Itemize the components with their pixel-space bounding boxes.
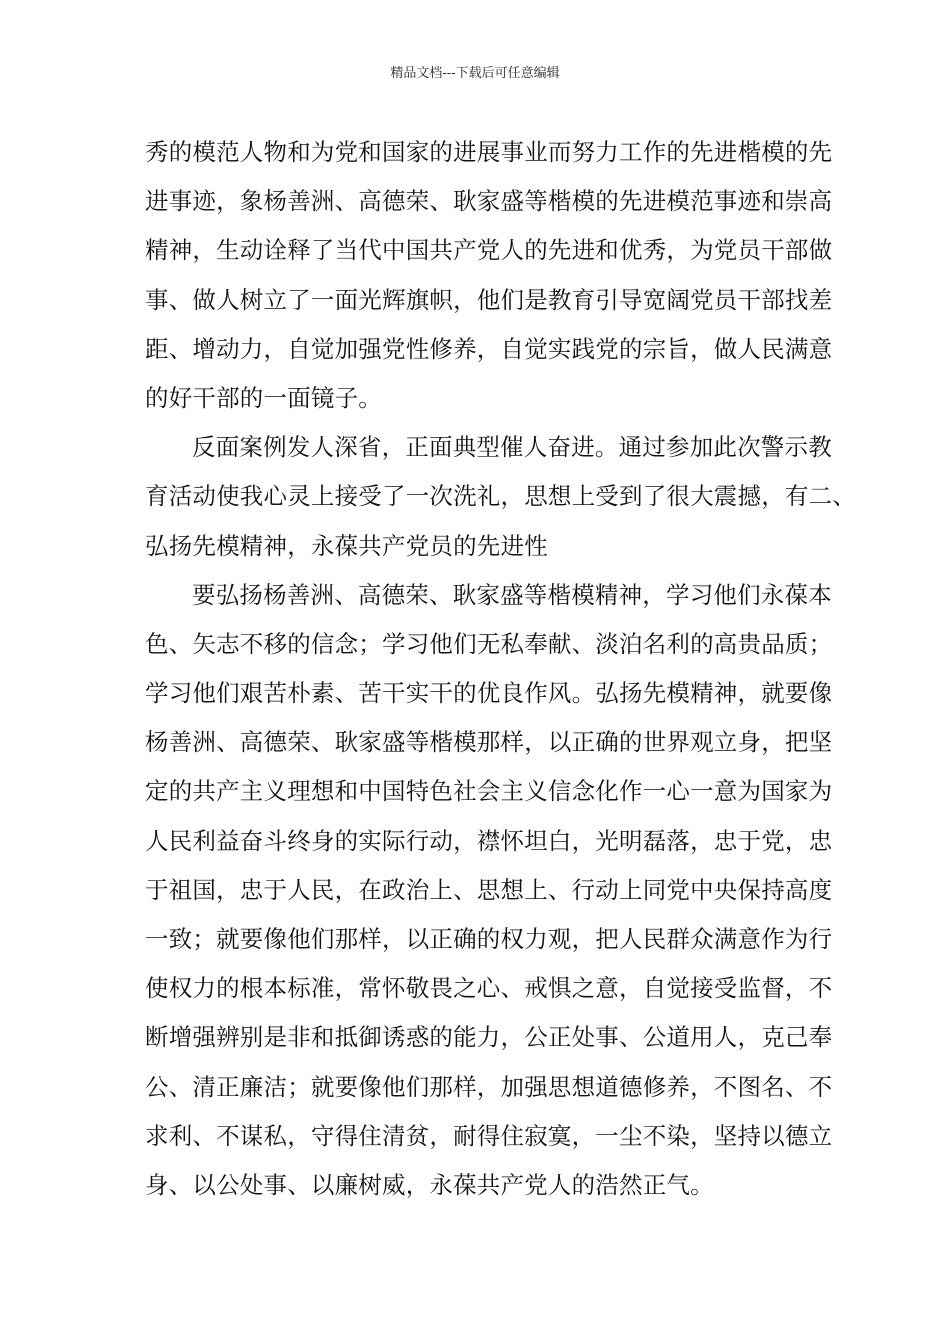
paragraph-line: 身、以公处事、以廉树威，永葆共产党人的浩然正气。 xyxy=(145,1170,714,1199)
paragraph-line: 色、矢志不移的信念；学习他们无私奉献、淡泊名利的高贵品质； xyxy=(145,629,833,658)
paragraph-line: 学习他们艰苦朴素、苦干实干的优良作风。弘扬先模精神，就要像 xyxy=(145,679,833,708)
paragraph-line: 人民利益奋斗终身的实际行动，襟怀坦白，光明磊落，忠于党，忠 xyxy=(145,826,833,855)
paragraph-3 xyxy=(145,571,833,1210)
paragraph-line: 求利、不谋私，守得住清贫，耐得住寂寞，一尘不染，坚持以德立 xyxy=(145,1121,833,1150)
paragraph-line: 育活动使我心灵上接受了一次洗礼，思想上受到了很大震撼，有二、 xyxy=(145,482,856,511)
paragraph-2 xyxy=(145,423,856,571)
paragraph-line: 于祖国，忠于人民，在政治上、思想上、行动上同党中央保持高度 xyxy=(145,875,833,904)
document-body xyxy=(145,128,856,1210)
paragraph-line: 定的共产主义理想和中国特色社会主义信念化作一心一意为国家为 xyxy=(145,777,833,806)
paragraph-line: 一致；就要像他们那样，以正确的权力观，把人民群众满意作为行 xyxy=(145,925,833,953)
paragraph-line: 进事迹，象杨善洲、高德荣、耿家盛等楷模的先进模范事迹和崇高 xyxy=(145,187,833,216)
paragraph-line: 要弘扬杨善洲、高德荣、耿家盛等楷模精神，学习他们永葆本 xyxy=(192,580,832,609)
paragraph-1 xyxy=(145,128,833,423)
paragraph-line: 精神，生动诠释了当代中国共产党人的先进和优秀，为党员干部做 xyxy=(145,236,833,265)
paragraph-line: 距、增动力，自觉加强党性修养，自觉实践党的宗旨，做人民满意 xyxy=(145,334,833,363)
paragraph-line: 使权力的根本标准，常怀敬畏之心、戒惧之意，自觉接受监督，不 xyxy=(145,974,833,1003)
paragraph-line: 事、做人树立了一面光辉旗帜，他们是教育引导宽阔党员干部找差 xyxy=(145,285,833,314)
page-header: 精品文档---下载后可任意编辑 xyxy=(390,66,560,81)
paragraph-line: 公、清正廉洁；就要像他们那样，加强思想道德修养，不图名、不 xyxy=(145,1072,833,1101)
paragraph-line: 秀的模范人物和为党和国家的进展事业而努力工作的先进楷模的先 xyxy=(145,138,833,166)
paragraph-line: 断增强辨别是非和抵御诱惑的能力，公正处事、公道用人，克己奉 xyxy=(145,1023,833,1052)
paragraph-line: 弘扬先模精神，永葆共产党员的先进性 xyxy=(145,531,548,560)
paragraph-line: 杨善洲、高德荣、耿家盛等楷模那样，以正确的世界观立身，把坚 xyxy=(145,728,833,757)
paragraph-line: 反面案例发人深省，正面典型催人奋进。通过参加此次警示教 xyxy=(192,433,832,462)
paragraph-line: 的好干部的一面镜子。 xyxy=(145,383,382,412)
